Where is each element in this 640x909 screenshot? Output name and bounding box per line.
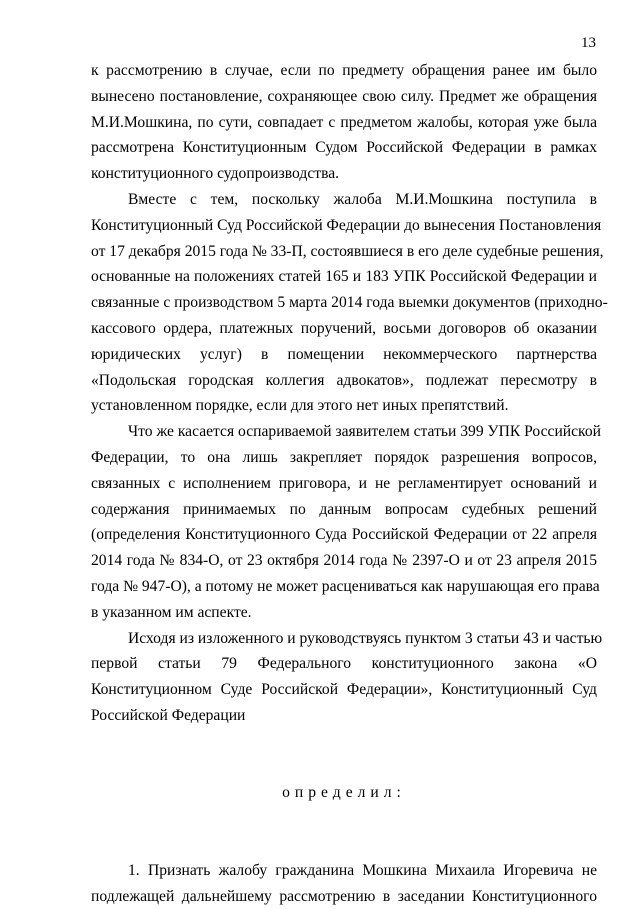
text-line: Что же касается оспариваемой заявителем статьи 399 УПК Российской	[91, 419, 597, 445]
paragraph-submission-timing	[91, 187, 597, 419]
text-line: Федерации, то она лишь закрепляет порядок разрешения вопросов,	[91, 445, 597, 471]
text-line: от 17 декабря 2015 года № 33-П, состоявшиеся в его деле судебные решения,	[91, 239, 597, 265]
text-line: «Подольская городская коллегия адвокатов», подлежат пересмотру в	[91, 368, 597, 394]
text-line: Исходя из изложенного и руководствуясь пунктом 3 статьи 43 и частью	[91, 626, 597, 652]
document-body	[91, 58, 597, 909]
text-line: первой статьи 79 Федерального конституционного закона «О	[91, 651, 597, 677]
blank-line	[91, 755, 597, 781]
text-line: юридических услуг) в помещении некоммерческого партнерства	[91, 342, 597, 368]
text-line: вынесено постановление, сохраняющее свою силу. Предмет же обращения	[91, 84, 597, 110]
text-line: (определения Конституционного Суда Российской Федерации от 22 апреля	[91, 522, 597, 548]
page-number: 13	[581, 34, 596, 52]
text-line: связанных с исполнением приговора, и не регламентирует оснований и	[91, 471, 597, 497]
text-line: конституционного судопроизводства.	[91, 161, 597, 187]
paragraph-continuation	[91, 58, 597, 187]
paragraph-legal-basis	[91, 626, 597, 729]
text-line: к рассмотрению в случае, если по предмету обращения ранее им было	[91, 58, 597, 84]
text-line: Конституционном Суде Российской Федерации», Конституционный Суд	[91, 677, 597, 703]
text-line: 1. Признать жалобу гражданина Мошкина Михаила Игоревича не	[91, 858, 597, 884]
resolution-item-1	[91, 858, 597, 909]
text-line: Конституционный Суд Российской Федерации до вынесения Постановления	[91, 213, 597, 239]
text-line: рассмотрена Конституционным Судом Российской Федерации в рамках	[91, 135, 597, 161]
text-line: кассового ордера, платежных поручений, восьми договоров об оказании	[91, 316, 597, 342]
text-line: основанные на положениях статей 165 и 183 УПК Российской Федерации и	[91, 264, 597, 290]
text-line: в указанном им аспекте.	[91, 600, 597, 626]
decision-heading: определил:	[91, 780, 597, 806]
text-line: установленном порядке, если для этого нет иных препятствий.	[91, 393, 597, 419]
paragraph-article-399	[91, 419, 597, 625]
blank-line	[91, 729, 597, 755]
text-line: Вместе с тем, поскольку жалоба М.И.Мошкина поступила в	[91, 187, 597, 213]
text-line: М.И.Мошкина, по сути, совпадает с предметом жалобы, которая уже была	[91, 110, 597, 136]
text-line: Российской Федерации	[91, 703, 597, 729]
text-line: 2014 года № 834-О, от 23 октября 2014 года № 2397-О и от 23 апреля 2015	[91, 548, 597, 574]
blank-line	[91, 832, 597, 858]
text-line: года № 947-О), а потому не может расцениваться как нарушающая его права	[91, 574, 597, 600]
blank-line	[91, 806, 597, 832]
text-line: подлежащей дальнейшему рассмотрению в заседании Конституционного	[91, 884, 597, 909]
text-line: связанные с производством 5 марта 2014 года выемки документов (приходно-	[91, 290, 597, 316]
text-line: содержания принимаемых по данным вопросам судебных решений	[91, 497, 597, 523]
